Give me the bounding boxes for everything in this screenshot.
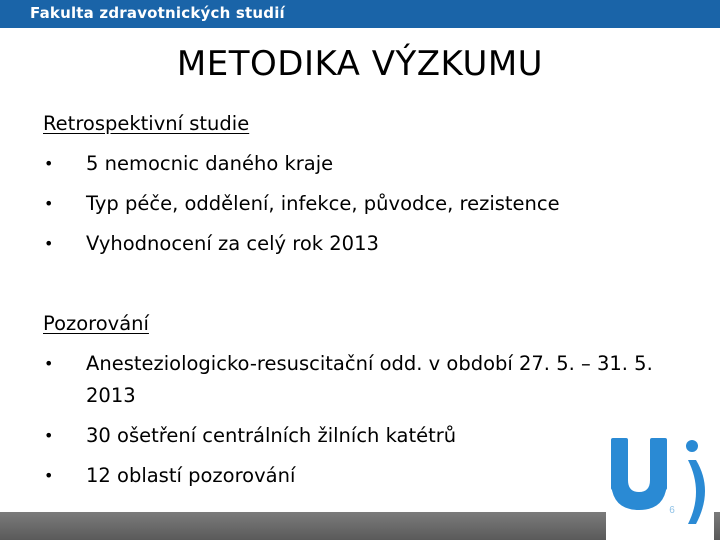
bullet-dot: • — [44, 154, 54, 173]
bullet-dot: • — [44, 426, 54, 445]
page-number: 6 — [669, 505, 675, 516]
bullet-dot: • — [44, 234, 54, 253]
header-bar — [0, 0, 720, 28]
list-item-text: 12 oblastí pozorování — [86, 464, 296, 487]
section-heading: Retrospektivní studie — [43, 112, 250, 135]
bullet-dot: • — [44, 194, 54, 213]
list-item — [43, 144, 693, 184]
section-retrospective — [43, 104, 693, 264]
bullet-list — [43, 144, 693, 264]
list-item-text: Typ péče, oddělení, infekce, původce, rezistence — [86, 192, 560, 215]
list-item — [43, 456, 693, 496]
list-item — [43, 344, 693, 416]
section-observation — [43, 304, 693, 496]
bullet-dot: • — [44, 466, 54, 485]
section-heading: Pozorování — [43, 312, 149, 335]
bullet-list — [43, 344, 693, 496]
list-item — [43, 184, 693, 224]
list-item — [43, 416, 693, 456]
list-item — [43, 224, 693, 264]
bullet-dot: • — [44, 354, 54, 373]
list-item-text: 30 ošetření centrálních žilních katétrů — [86, 424, 457, 447]
university-logo-icon — [606, 430, 714, 540]
list-item-text: Vyhodnocení za celý rok 2013 — [86, 232, 379, 255]
slide-title: METODIKA VÝZKUMU — [176, 44, 544, 84]
faculty-title: Fakulta zdravotnických studií — [30, 4, 285, 22]
list-item-text: Anesteziologicko-resuscitační odd. v období 27. 5. – 31. 5. 2013 — [86, 352, 653, 407]
list-item-text: 5 nemocnic daného kraje — [86, 152, 334, 175]
